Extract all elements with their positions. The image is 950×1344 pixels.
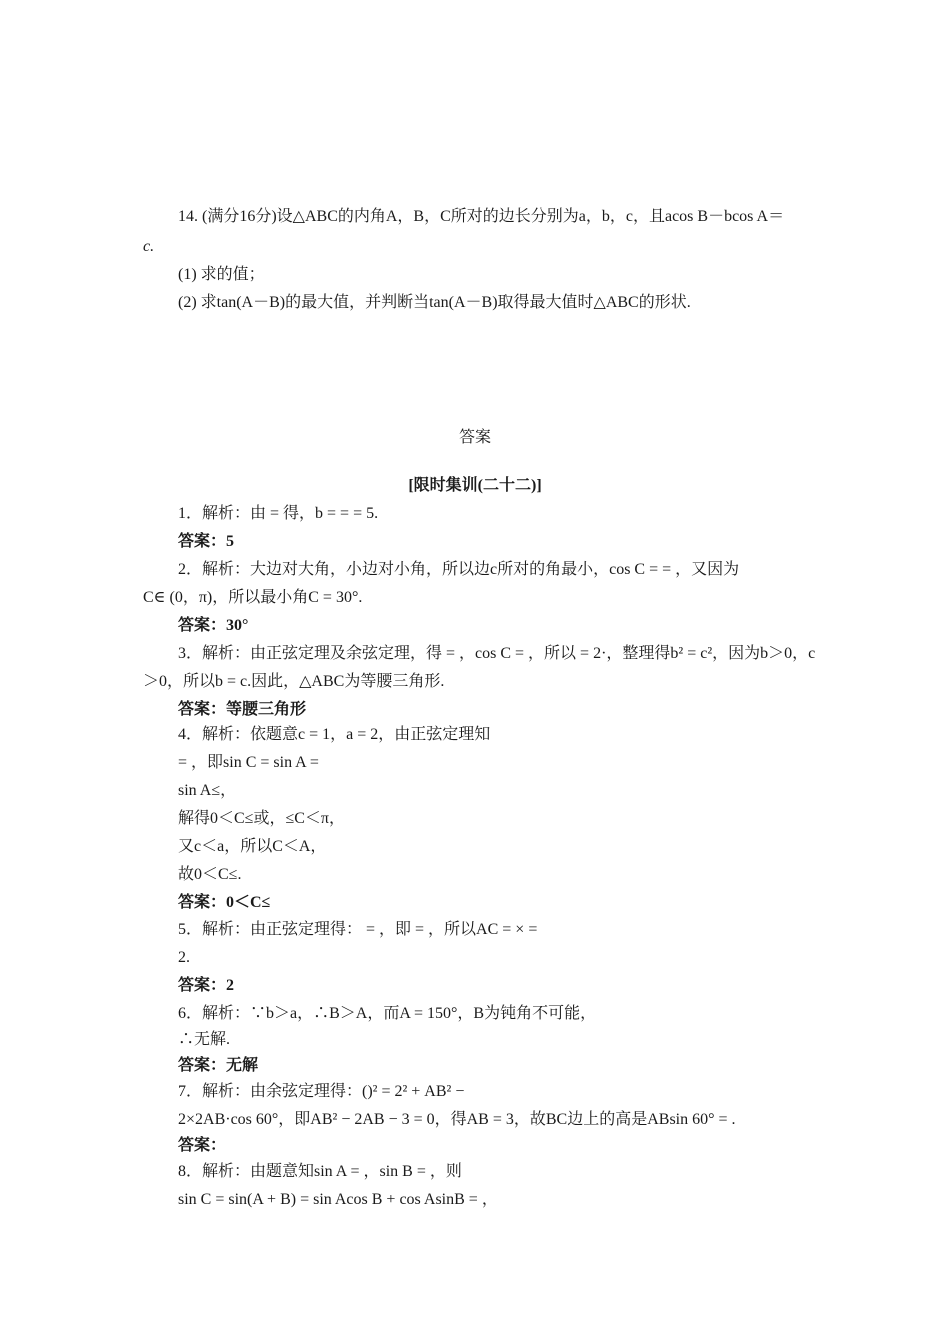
answer-line: 2．解析：大边对大角，小边对小角，所以边c所对的角最小，cos C = = ，又因为 — [178, 561, 740, 578]
answer-line: 6．解析：∵b＞a，∴B＞A，而A = 150°，B为钝角不可能， — [178, 1005, 597, 1022]
answer-line: 4．解析：依题意c = 1，a = 2，由正弦定理知 — [178, 726, 491, 743]
answer-line: 答案：2 — [178, 977, 235, 994]
answer-line: 2. — [178, 949, 190, 966]
answer-line: 答案：30° — [178, 617, 249, 634]
answer-line: 故0＜C≤. — [178, 866, 242, 883]
answer-line: 7．解析：由余弦定理得：()² = 2² + AB² − — [178, 1083, 465, 1100]
answer-line: 5．解析：由正弦定理得： = ，即 = ，所以AC = × = — [178, 921, 538, 938]
answer-heading: 答案 — [458, 429, 491, 446]
answer-line: 答案：5 — [178, 533, 235, 550]
answer-line: 8．解析：由题意知sin A = ，sin B = ，则 — [178, 1163, 462, 1180]
section-title: [限时集训(二十二)] — [408, 477, 542, 494]
problem-14-question-1: (1) 求的值； — [178, 266, 265, 283]
answer-line: 答案：0＜C≤ — [178, 894, 271, 911]
answer-line: 3．解析：由正弦定理及余弦定理，得 = ，cos C = ，所以 = 2·，整理得b² = c²，因为b＞0，c — [178, 645, 816, 662]
answer-line: 1．解析：由 = 得，b = = = 5. — [178, 505, 379, 522]
answer-line: 答案：无解 — [178, 1057, 259, 1074]
answer-line: 解得0＜C≤或，≤C＜π， — [178, 810, 345, 827]
answer-line: 又c＜a，所以C＜A， — [178, 838, 327, 855]
problem-14-line-1: 14. (满分16分)设△ABC的内角A，B，C所对的边长分别为a，b，c，且acos B－bcos A＝ — [178, 208, 785, 225]
problem-14-line-2: c. — [143, 238, 155, 255]
answer-line: = ，即sin C = sin A = — [178, 754, 319, 771]
answer-line: sin C = sin(A + B) = sin Acos B + cos AsinB = ， — [178, 1191, 498, 1208]
answer-line: 答案：等腰三角形 — [178, 701, 307, 718]
problem-14-question-2: (2) 求tan(A－B)的最大值，并判断当tan(A－B)取得最大值时△ABC的形状. — [178, 294, 691, 311]
answer-line: C∈ (0，π)，所以最小角C = 30°. — [143, 589, 363, 606]
answer-line: 2×2AB·cos 60°，即AB² − 2AB − 3 = 0，得AB = 3，故BC边上的高是ABsin 60° = . — [178, 1111, 736, 1128]
answer-line: sin A≤， — [178, 782, 237, 799]
answer-line: ∴无解. — [178, 1031, 231, 1048]
answer-line: 答案： — [178, 1137, 227, 1154]
answer-line: ＞0，所以b = c.因此，△ABC为等腰三角形. — [143, 673, 445, 690]
